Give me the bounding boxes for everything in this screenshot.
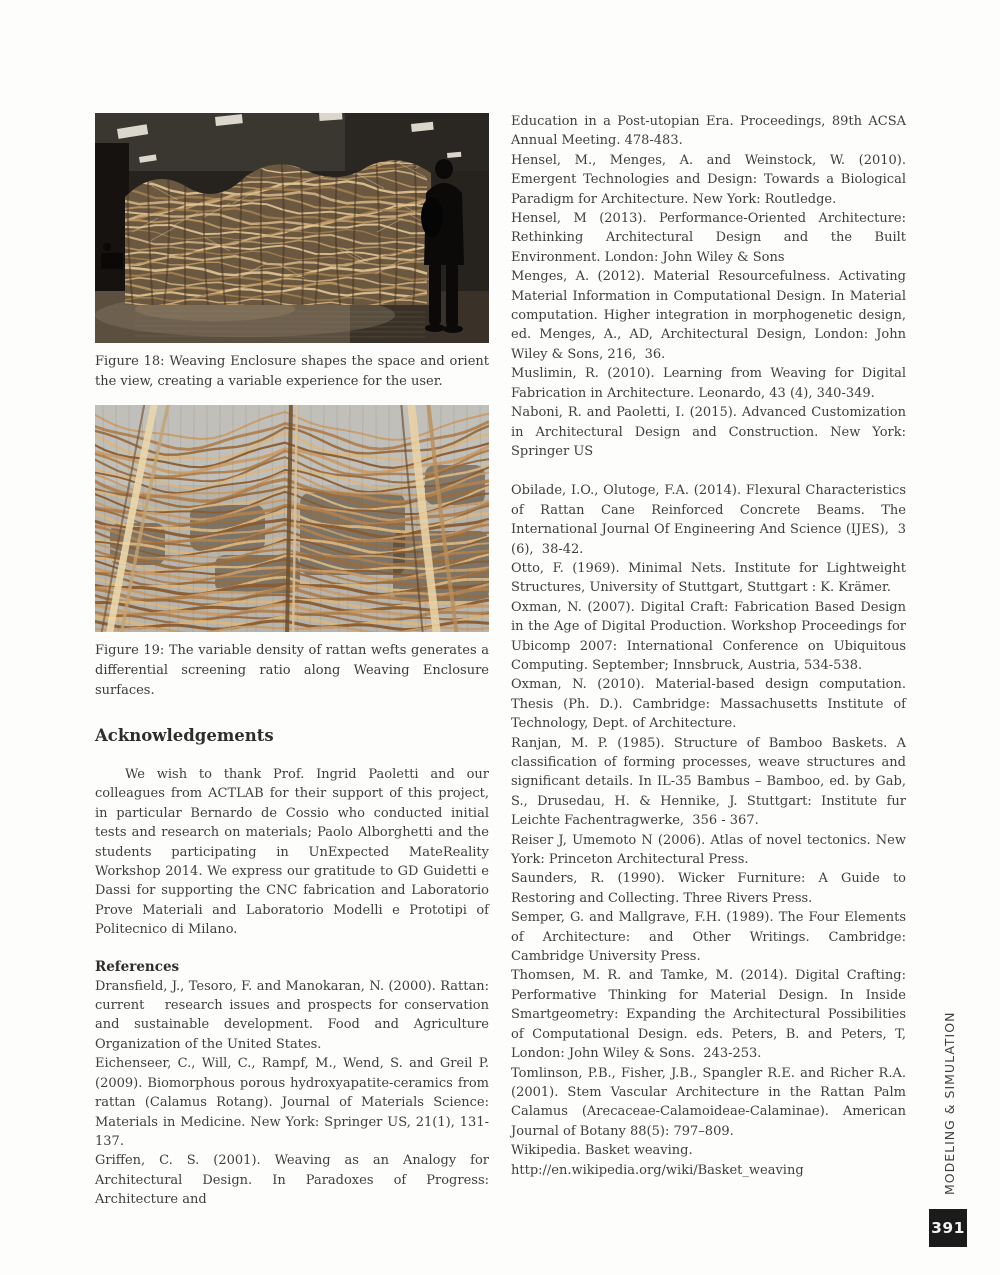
references-list-left [95, 977, 489, 1210]
acknowledgements-text: We wish to thank Prof. Ingrid Paoletti and our colleagues from ACTLAB for their support of this project, in particular Bernardo de Cossio who conducted initial tests and research on materials; Paolo Alborghetti and the students participating in UnExpected MateReality Workshop 2014. We express our gratitude to GD Guidetti e Dassi for supporting the CNC fabrication and Laboratorio Prove Materiali and Laboratorio Modelli e Prototipi of Politecnico di Milano. [95, 767, 489, 938]
reference-item: Hensel, M (2013). Performance-Oriented Architecture: Rethinking Architectural Design and the Built Environment. London: John Wiley & Sons [511, 211, 906, 265]
section-tab-label: MODELING & SIMULATION [942, 1011, 957, 1195]
reference-item: Griffen, C. S. (2001). Weaving as an Analogy for Architectural Design. In Paradoxes of Progress: Architecture and [95, 1153, 489, 1208]
weaving-enclosure-photo [95, 113, 489, 343]
reference-item: Wikipedia. Basket weaving. [511, 1143, 693, 1159]
figure-18 [95, 113, 489, 392]
references-list-right [511, 112, 906, 461]
page-number-badge [929, 1209, 967, 1247]
reference-item: Thomsen, M. R. and Tamke, M. (2014). Digital Crafting: Performative Thinking for Material Design. In Inside Smartgeometry: Expanding the Architectural Possibilities of Computational Design. eds. Peters, B. and Peters, T, London: John Wiley & Sons. 243-253. [511, 968, 906, 1062]
reference-item: Oxman, N. (2007). Digital Craft: Fabrication Based Design in the Age of Digital Production. Workshop Proceedings for Ubicomp 2007: International Conference on Ubiquitous Computing. September; Innsbruck, Austria, 534-538. [511, 599, 906, 673]
reference-item: Otto, F. (1969). Minimal Nets. Institute for Lightweight Structures, University of Stuttgart, Stuttgart : K. Krämer. [511, 560, 906, 596]
references-group-spacer [511, 461, 906, 481]
references-list-right-continued [511, 481, 906, 1180]
figure-18-caption: Figure 18: Weaving Enclosure shapes the space and orient the view, creating a variable experience for the user. [95, 354, 489, 389]
right-column [511, 112, 906, 1180]
page-number: 391 [931, 1219, 965, 1237]
reference-item: Tomlinson, P.B., Fisher, J.B., Spangler R.E. and Richer R.A. (2001). Stem Vascular Architecture in the Rattan Palm Calamus (Arecaceae-Calamoideae-Calaminae). American Journal of Botany 88(5): 797–809. [511, 1065, 906, 1139]
figure-19-caption: Figure 19: The variable density of rattan wefts generates a differential screening ratio along Weaving Enclosure surfaces. [95, 643, 489, 698]
figure-19 [95, 405, 489, 701]
reference-item: http://en.wikipedia.org/wiki/Basket_weaving [511, 1162, 804, 1178]
reference-item: Menges, A. (2012). Material Resourcefulness. Activating Material Information in Computational Design. In Material computation. Higher integration in morphogenetic design, ed. Menges, A., AD, Architectural Design, London: John Wiley & Sons, 216, 36. [511, 269, 906, 362]
acknowledgements-heading: Acknowledgements [95, 726, 274, 745]
reference-item: Dransfield, J., Tesoro, F. and Manokaran, N. (2000). Rattan: current research issues and prospects for conservation and sustainable development. Food and Agriculture Organization of the United States. [95, 978, 489, 1052]
reference-item: Naboni, R. and Paoletti, I. (2015). Advanced Customization in Architectural Design and Construction. New York: Springer US [511, 405, 906, 459]
reference-item: Ranjan, M. P. (1985). Structure of Bamboo Baskets. A classification of forming processes, weave structures and significant details. In IL-35 Bambus – Bamboo, ed. by Gab, S., Drusedau, H. & Hennike, J. Stuttgart: Institute fur Leichte Fachentragwerke, 356 - 367. [511, 735, 906, 829]
reference-item: Hensel, M., Menges, A. and Weinstock, W. (2010). Emergent Technologies and Design: Towards a Biological Paradigm for Architecture. New York: Routledge. [511, 152, 906, 207]
reference-item: Semper, G. and Mallgrave, F.H. (1989). The Four Elements of Architecture: and Other Writings. Cambridge: Cambridge University Press. [511, 910, 906, 965]
reference-item: Saunders, R. (1990). Wicker Furniture: A Guide to Restoring and Collecting. Three Rivers Press. [511, 871, 906, 906]
rattan-weave-closeup-photo [95, 405, 489, 632]
reference-item: Reiser J, Umemoto N (2006). Atlas of novel tectonics. New York: Princeton Architectural Press. [511, 832, 906, 868]
left-column [95, 113, 489, 1210]
reference-item: Muslimin, R. (2010). Learning from Weaving for Digital Fabrication in Architecture. Leonardo, 43 (4), 340-349. [511, 366, 906, 401]
reference-item: Eichenseer, C., Will, C., Rampf, M., Wend, S. and Greil P. (2009). Biomorphous porous hydroxyapatite-ceramics from rattan (Calamus Rotang). Journal of Materials Science: Materials in Medicine. New York: Springer US, 21(1), 131-137. [95, 1056, 489, 1149]
reference-item: Education in a Post-utopian Era. Proceedings, 89th ACSA Annual Meeting. 478-483. [511, 114, 906, 149]
reference-item: Obilade, I.O., Olutoge, F.A. (2014). Flexural Characteristics of Rattan Cane Reinforced Concrete Beams. The International Journal Of Engineering And Science (IJES), 3 (6), 38-42. [511, 483, 906, 557]
references-heading: References [95, 958, 180, 975]
reference-item: Oxman, N. (2010). Material-based design computation. Thesis (Ph. D.). Cambridge: Massachusetts Institute of Technology, Dept. of Architecture. [511, 677, 906, 732]
